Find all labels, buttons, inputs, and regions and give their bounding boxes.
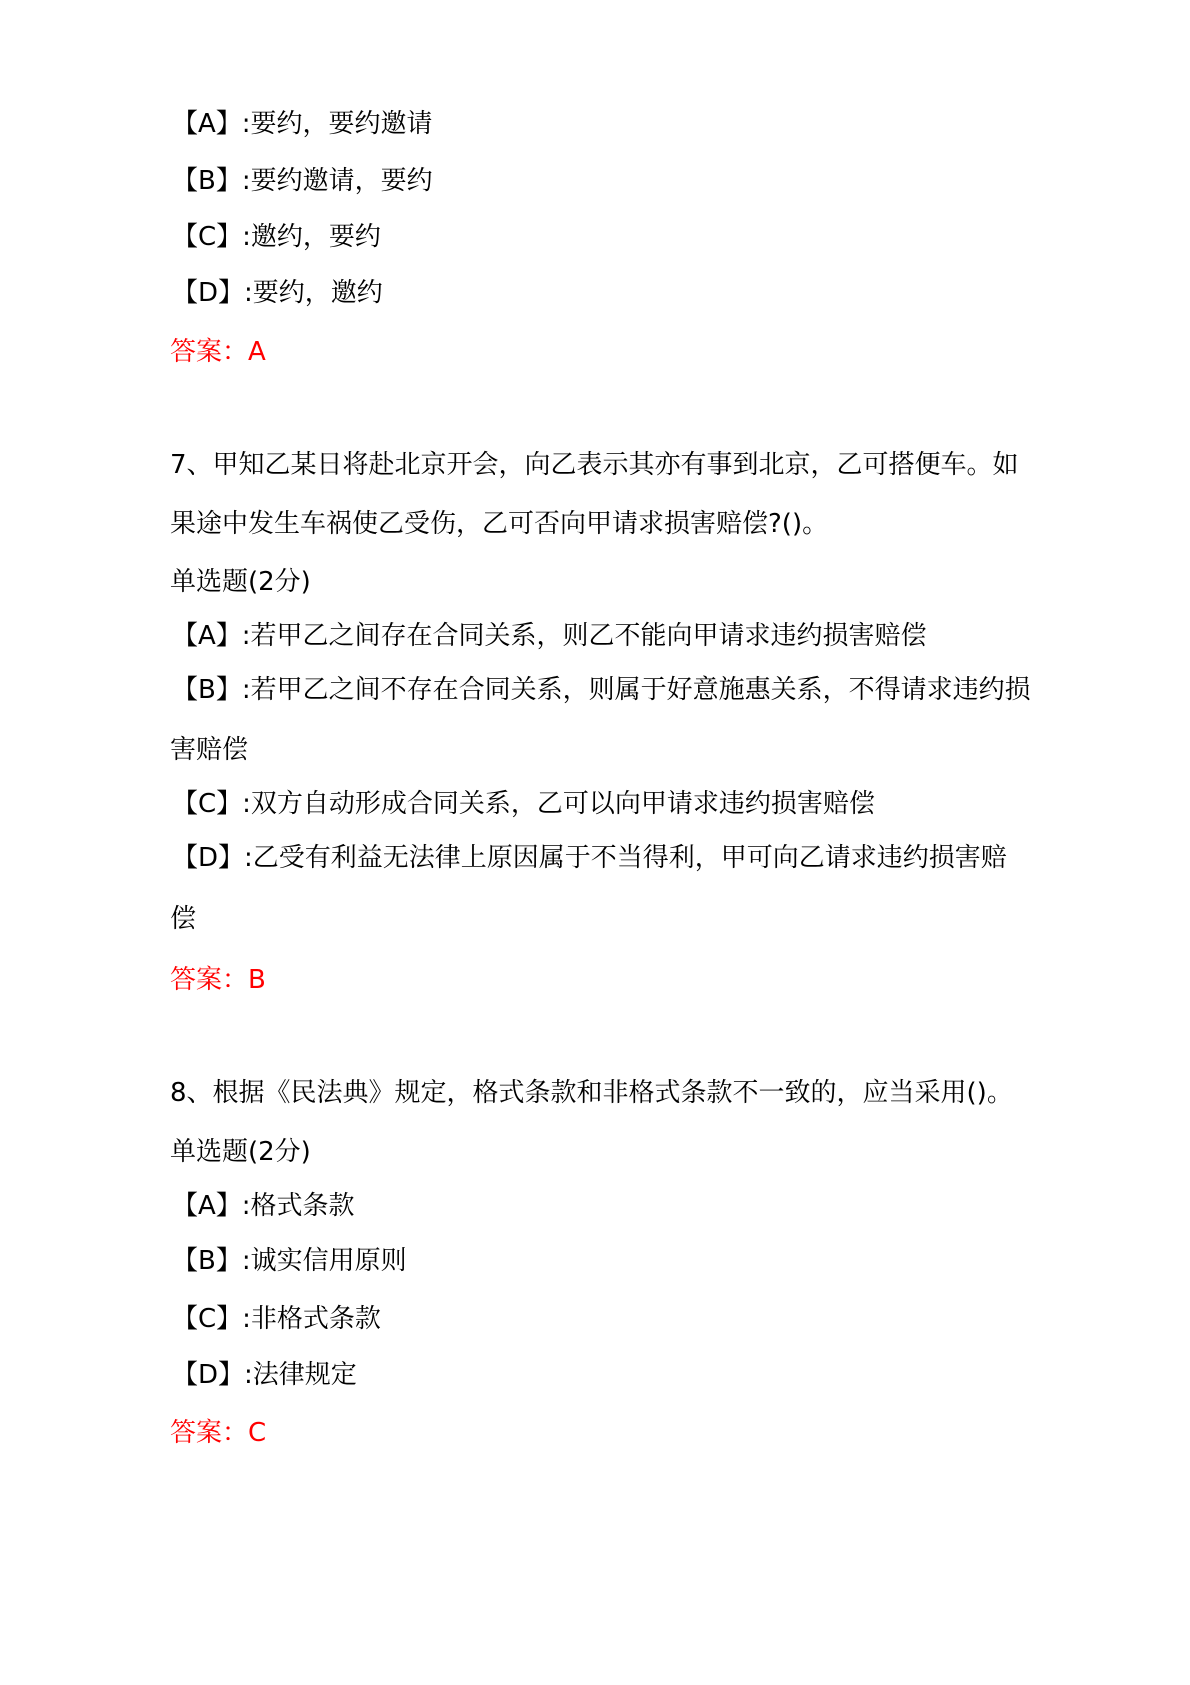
q7-question-type: 单选题(2分)	[170, 567, 311, 597]
option-text: :乙受有利益无法律上原因属于不当得利，甲可向乙请求违约损害赔	[244, 843, 1007, 873]
option-text: :若甲乙之间存在合同关系，则乙不能向甲请求违约损害赔偿	[241, 621, 927, 651]
q7-stem-line1: 7、甲知乙某日将赴北京开会，向乙表示其亦有事到北京，乙可搭便车。如	[170, 450, 1019, 480]
q7-option-d-cont: 偿	[170, 904, 197, 934]
q8-question-type: 单选题(2分)	[170, 1137, 311, 1167]
option-key: 【A】	[172, 109, 242, 139]
q8-option-a	[172, 1189, 355, 1223]
option-key: 【A】	[172, 621, 242, 651]
option-text: :要约，要约邀请	[241, 109, 433, 139]
q6-option-d	[172, 276, 383, 310]
option-key: 【D】	[172, 278, 245, 308]
q7-option-b	[172, 673, 1031, 707]
q6-option-c	[172, 220, 381, 254]
option-key: 【C】	[172, 222, 243, 252]
option-key: 【C】	[172, 1304, 243, 1334]
option-key: 【A】	[172, 1191, 242, 1221]
option-text: :诚实信用原则	[241, 1246, 407, 1276]
option-text: :邀约，要约	[242, 222, 381, 252]
option-text: :法律规定	[244, 1360, 357, 1390]
q7-option-b-cont: 害赔偿	[170, 735, 249, 765]
option-text: :格式条款	[241, 1191, 355, 1221]
option-key: 【B】	[172, 675, 242, 705]
q7-stem-line2: 果途中发生车祸使乙受伤，乙可否向甲请求损害赔偿?()。	[170, 509, 829, 539]
q8-option-d	[172, 1358, 357, 1392]
q7-answer: 答案：B	[170, 965, 266, 995]
option-key: 【B】	[172, 166, 242, 196]
q6-answer: 答案：A	[170, 337, 266, 367]
q7-option-d	[172, 841, 1007, 875]
option-key: 【B】	[172, 1246, 242, 1276]
option-text: :要约邀请，要约	[241, 166, 433, 196]
option-text: :要约，邀约	[244, 278, 383, 308]
option-key: 【D】	[172, 843, 245, 873]
option-key: 【C】	[172, 789, 243, 819]
q8-option-b	[172, 1244, 407, 1278]
q8-option-c	[172, 1302, 381, 1336]
q6-option-a	[172, 107, 433, 141]
q8-stem: 8、根据《民法典》规定，格式条款和非格式条款不一致的，应当采用()。	[170, 1078, 1013, 1108]
option-text: :双方自动形成合同关系，乙可以向甲请求违约损害赔偿	[242, 789, 875, 819]
option-text: :若甲乙之间不存在合同关系，则属于好意施惠关系，不得请求违约损	[241, 675, 1031, 705]
q7-option-c	[172, 787, 875, 821]
option-text: :非格式条款	[242, 1304, 381, 1334]
q7-option-a	[172, 619, 927, 653]
q6-option-b	[172, 164, 433, 198]
option-key: 【D】	[172, 1360, 245, 1390]
q8-answer: 答案：C	[170, 1418, 267, 1448]
